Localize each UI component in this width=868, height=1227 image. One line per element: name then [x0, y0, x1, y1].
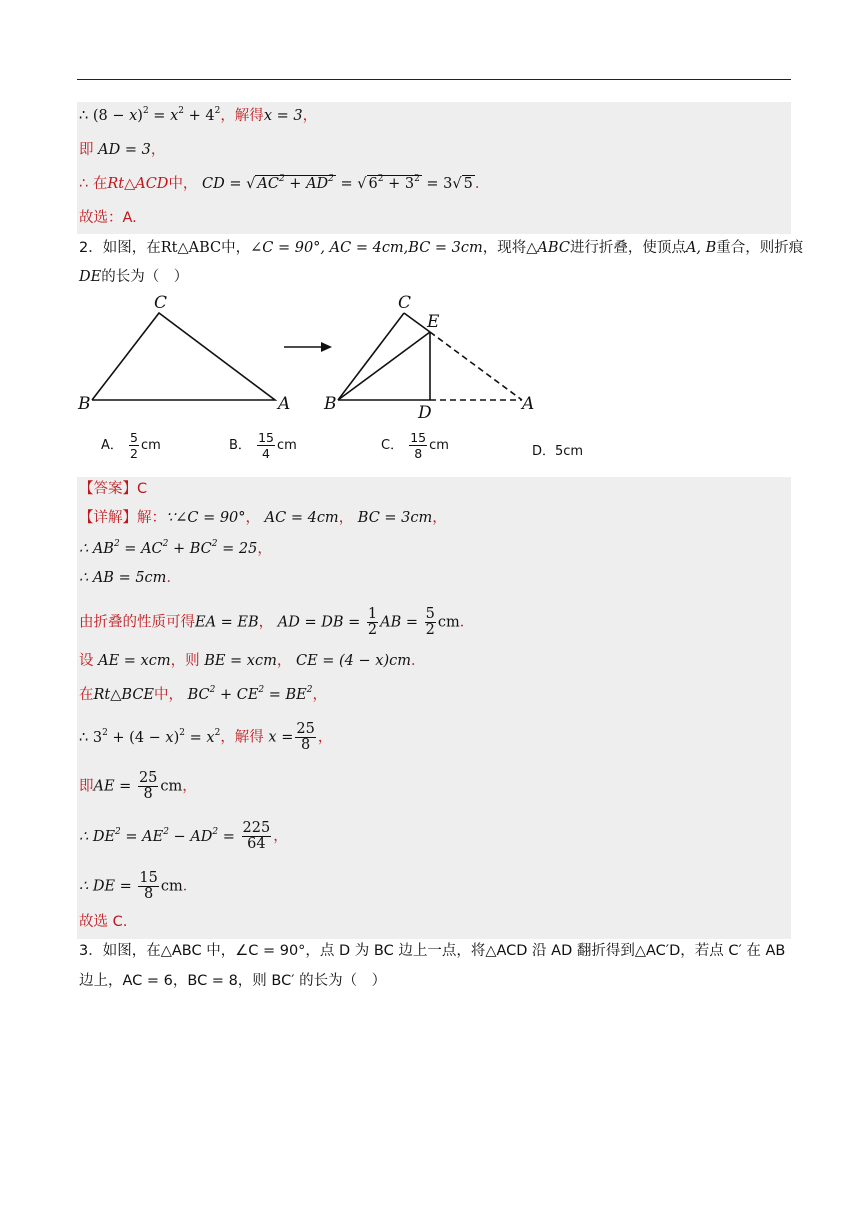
sol-8-unit: cm [160, 778, 183, 795]
option-a-unit: cm [141, 438, 161, 453]
sol-line-8: 即AE = $\frac{25}{8}$ cm， [79, 770, 197, 802]
sol-6-tri: Rt△BCE [93, 687, 154, 703]
q2-conditions: ∠C = 90°, AC = 4cm,BC = 3cm [250, 240, 483, 256]
sol-8-pre: 即 [79, 778, 94, 795]
sol-line-7: ∴ $3^2 + (4 - x)^2 = x^2$，解得 x = $\frac{25}{8}$ ， [79, 721, 333, 753]
frac-half-den: 2 [367, 622, 378, 638]
q2-points: A, B [685, 240, 717, 256]
sol-10-eq: ∴ DE = [79, 878, 132, 895]
option-b-unit: cm [276, 438, 297, 453]
prev-line-3-mid: 中， [168, 176, 198, 192]
sol-line-1: 【详解】解：∵∠C = 90°， AC = 4cm， BC = 3cm， [79, 510, 447, 526]
q2-num: 2．如图，在 [79, 240, 161, 256]
q2-triangle: △ABC [526, 240, 570, 256]
fold-figure [70, 288, 550, 423]
sol-10-unit: cm [160, 878, 183, 895]
frac-ab-num: 5 [425, 606, 435, 622]
q2-tail: 的长为（ ） [101, 269, 189, 285]
option-b-label: B． [229, 438, 251, 453]
q2-line-2 [79, 267, 188, 287]
option-a-num: 5 [130, 430, 138, 445]
q2-mid4: 重合，则折痕 [716, 240, 804, 256]
sol-5-a: AE = xcm [98, 653, 171, 669]
left-triangle [92, 313, 275, 400]
frac-ae-den: 8 [143, 786, 153, 802]
label-A-right: A [522, 394, 535, 414]
sol-5-mid: ，则 [170, 653, 200, 669]
sol-line-2: ∴ $AB^2 = AC^2 + BC^2 = 25$， [79, 539, 272, 557]
option-c[interactable] [381, 430, 449, 461]
prev-line-3: ∴ 在Rt△ACD中， CD = √ $AC^2 + AD^2$ = √ $6^2 + 3^2 = 3√$ 5 ． [79, 174, 490, 192]
sol-4-unit: cm [437, 614, 460, 631]
option-c-num: 15 [410, 430, 427, 445]
option-a[interactable] [101, 430, 161, 461]
q2-rt: Rt△ABC [160, 240, 222, 256]
prev-line-2: 即 AD = 3， [79, 142, 166, 158]
prev-line-2-pre: 即 [79, 142, 94, 158]
answer-tag: 【答案】 [79, 481, 137, 497]
sol-3: ∴ AB = 5cm [79, 570, 167, 586]
prev-line-1: ∴ $(8 - x)^2 = x^2 + 4^2$，解得x = 3， [79, 106, 318, 124]
option-b-num: 15 [258, 430, 274, 445]
option-d-label: D． [532, 444, 556, 459]
label-C-right: C [398, 293, 412, 313]
prev-line-3-tri: Rt△ACD [107, 176, 169, 192]
option-d-text: 5cm [555, 444, 584, 459]
prev-line-3-cd: CD = [202, 176, 242, 192]
frac-half-num: 1 [367, 606, 378, 622]
final-answer: 故选 C. [79, 914, 128, 930]
prev-line-1-eq: x = 3 [263, 108, 303, 124]
sol-4-eq: EA = EB [195, 614, 259, 631]
frac-ae-num: 25 [138, 770, 158, 786]
sol-1-c: BC = 3cm [357, 510, 433, 526]
q2-line-1 [79, 238, 803, 258]
sol-6-mid: 中， [154, 687, 183, 703]
label-A-left: A [278, 394, 291, 414]
option-c-label: C． [381, 438, 404, 453]
option-a-label: A． [101, 438, 123, 453]
option-b-den: 4 [262, 446, 270, 461]
label-B-right: B [324, 394, 337, 414]
sol-8-eq: AE = [93, 778, 132, 795]
sol-line-3: ∴ AB = 5cm． [79, 570, 181, 586]
q2-mid3: 进行折叠，使顶点 [569, 240, 686, 256]
q2-mid2: ，现将 [482, 240, 527, 256]
answer-value: C [137, 481, 148, 497]
q2-de: DE [79, 269, 102, 285]
label-E: E [427, 312, 440, 332]
sol-line-10: ∴ DE = $\frac{15}{8}$ cm． [79, 870, 198, 902]
frac-de-den: 8 [144, 886, 154, 902]
sol-1-b: AC = 4cm [264, 510, 339, 526]
sol-line-5: 设 AE = xcm，则 BE = xcm， CE = (4 − x)cm． [79, 653, 426, 669]
label-D: D [418, 403, 432, 423]
sol-line-6: 在Rt△BCE中， $BC^2 + CE^2 = BE^2$， [79, 685, 327, 703]
sol-line-9: ∴ $DE^2 = AE^2 - AD^2$ = $\frac{225}{64}$ ， [79, 820, 288, 852]
sol-line-4: 由折叠的性质可得EA = EB， AD = DB = $\frac{1}{2}$ AB = $\frac{5}{2}$ cm． [79, 606, 475, 638]
option-c-den: 8 [414, 446, 423, 461]
prev-line-2-eq: AD = 3 [98, 142, 151, 158]
sol-1-a: ∵∠C = 90° [166, 510, 246, 526]
answer-line [79, 479, 147, 499]
detail-jie: 解： [137, 510, 166, 526]
q3-line-1: 3．如图，在△ABC 中，∠C = 90°，点 D 为 BC 边上一点，将△ACD 沿 AD 翻折得到△AC′D，若点 C′ 在 AB [79, 943, 786, 959]
sol-5-text: 设 [79, 653, 94, 669]
frac-x-den: 8 [300, 737, 311, 753]
detail-tag: 【详解】 [79, 510, 137, 526]
header-rule [77, 79, 791, 80]
frac-de2-num: 225 [242, 820, 271, 836]
option-b[interactable] [229, 430, 297, 461]
sol-4-text: 由折叠的性质可得 [79, 614, 195, 631]
frac-ab-den: 2 [425, 622, 435, 638]
sol-5-c: CE = (4 − x)cm [295, 653, 411, 669]
prev-answer: 故选：A. [79, 210, 137, 226]
frac-de2-den: 64 [247, 836, 266, 852]
arrow [284, 342, 332, 352]
option-c-unit: cm [429, 438, 449, 453]
sol-7-jie: ，解得 [220, 729, 264, 746]
frac-x-num: 25 [296, 721, 315, 737]
option-d[interactable] [532, 440, 583, 459]
sol-5-b: BE = xcm [204, 653, 277, 669]
label-C-left: C [154, 293, 168, 313]
frac-de-num: 15 [139, 870, 158, 886]
q2-mid1: 中， [221, 240, 251, 256]
option-a-den: 2 [130, 446, 138, 461]
q3-line-2: 边上，AC = 6，BC = 8，则 BC′ 的长为（ ） [79, 973, 387, 989]
prev-line-3-pre: ∴ 在 [79, 176, 108, 192]
sol-6-pre: 在 [79, 687, 94, 703]
label-B-left: B [78, 394, 91, 414]
prev-line-1-text: ，解得 [220, 108, 264, 124]
